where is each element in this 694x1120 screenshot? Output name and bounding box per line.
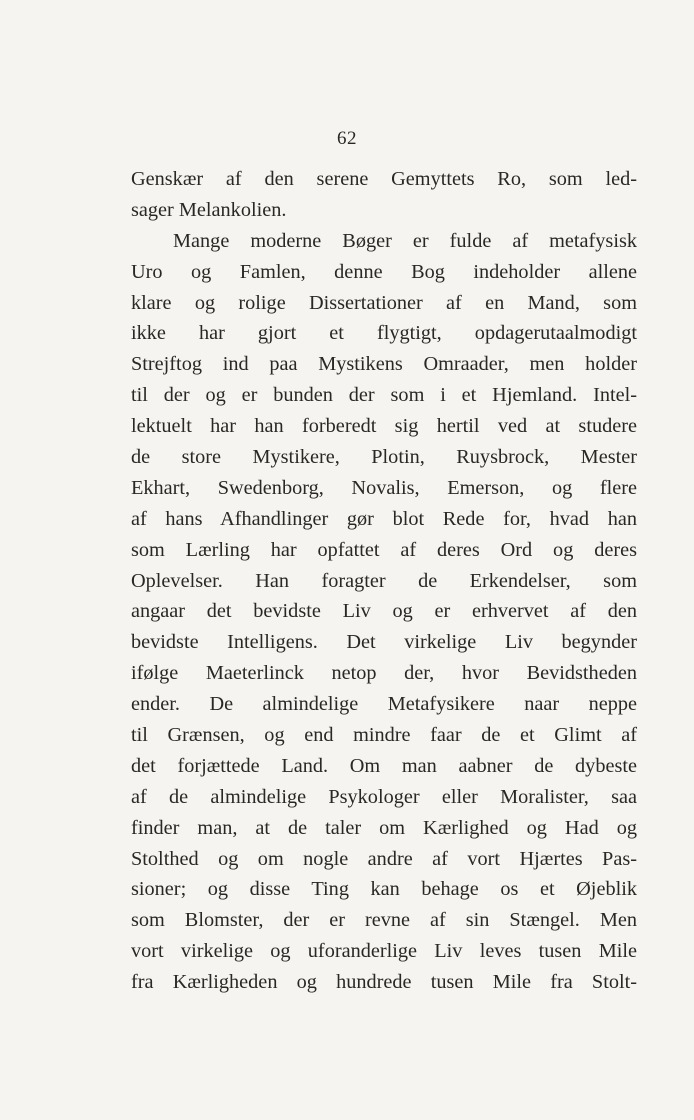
text-line: fra Kærligheden og hundrede tusen Mile fra Stolt- [131,971,637,994]
text-line: lektuelt har han forberedt sig hertil ved at studere [131,415,637,438]
text-line: vort virkelige og uforanderlige Liv leves tusen Mile [131,940,637,963]
text-line: klare og rolige Dissertationer af en Mand, som [131,291,637,314]
text-line: angaar det bevidste Liv og er erhvervet af den [131,600,637,623]
text-line: Strejftog ind paa Mystikens Omraader, men holder [131,353,637,376]
text-line: ender. De almindelige Metafysikere naar neppe [131,693,637,716]
text-line: ikke har gjort et flygtigt, opdagerutaalmodigt [131,322,637,345]
text-line: som Blomster, der er revne af sin Stængel. Men [131,909,637,932]
text-line: ifølge Maeterlinck netop der, hvor Bevidstheden [131,662,637,685]
text-line: bevidste Intelligens. Det virkelige Liv begynder [131,631,637,654]
text-line: sager Melankolien. [131,198,287,221]
text-line: finder man, at de taler om Kærlighed og Had og [131,816,637,839]
text-line: af hans Afhandlinger gør blot Rede for, hvad han [131,507,637,530]
text-line: Stolthed og om nogle andre af vort Hjærtes Pas- [131,847,637,870]
text-line: sioner; og disse Ting kan behage os et Øjeblik [131,878,637,901]
text-line: Oplevelser. Han foragter de Erkendelser, som [131,569,637,592]
text-line: det forjættede Land. Om man aabner de dybeste [131,754,637,777]
page-number: 62 [337,128,357,149]
text-line: som Lærling har opfattet af deres Ord og deres [131,538,637,561]
text-line: Genskær af den serene Gemyttets Ro, som led- [131,168,637,190]
text-line: Ekhart, Swedenborg, Novalis, Emerson, og flere [131,476,637,499]
text-line: til der og er bunden der som i et Hjemland. Intel- [131,384,637,407]
text-line: til Grænsen, og end mindre faar de et Glimt af [131,724,637,747]
body-text [131,164,637,998]
text-line: de store Mystikere, Plotin, Ruysbrock, Mester [131,446,637,469]
text-line: af de almindelige Psykologer eller Moralister, saa [131,785,637,808]
text-line: Mange moderne Bøger er fulde af metafysisk [173,229,637,252]
text-line: Uro og Famlen, denne Bog indeholder allene [131,260,637,283]
